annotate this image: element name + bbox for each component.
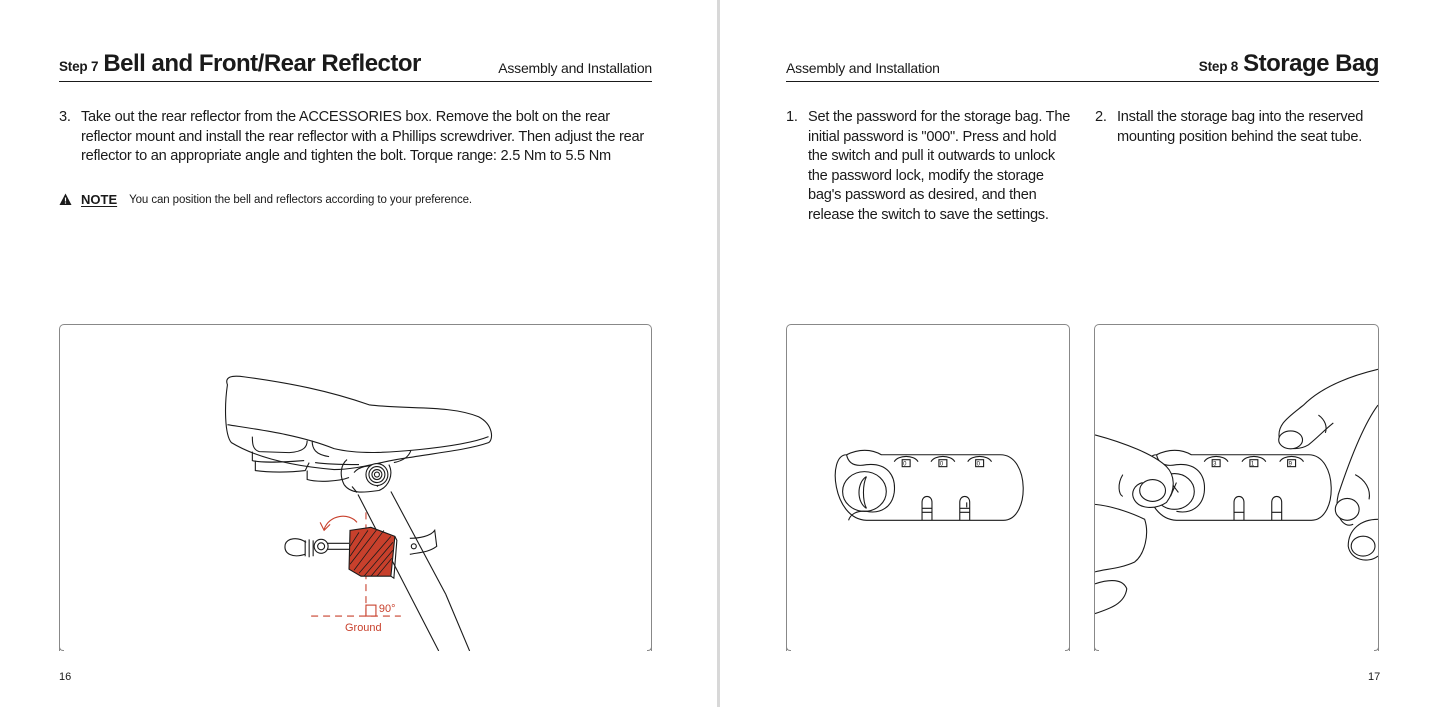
svg-text:0: 0 bbox=[903, 461, 907, 468]
illustration-reflector-panel bbox=[59, 324, 652, 651]
instruction-number: 3. bbox=[59, 109, 71, 125]
instruction-number: 1. bbox=[786, 109, 798, 125]
step-heading bbox=[1199, 51, 1379, 77]
instruction-number: 2. bbox=[1095, 109, 1107, 125]
page-number: 16 bbox=[59, 671, 72, 683]
svg-text:0: 0 bbox=[939, 461, 944, 468]
page-number: 17 bbox=[1368, 671, 1381, 683]
instruction-text: Take out the rear reflector from the ACCESSORIES box. Remove the bolt on the rear reflector mount and install the rear reflector with a Phillips screwdriver. Then adjust the rear reflector to an appropriate angle and tighten the bolt. Torque range: 2.5 Nm to 5.5 Nm bbox=[81, 109, 644, 164]
instruction-item bbox=[1095, 108, 1375, 147]
page-right bbox=[720, 0, 1431, 707]
illustration-lock-panel bbox=[786, 324, 1070, 651]
svg-text:3: 3 bbox=[1213, 461, 1217, 468]
instruction-text: Install the storage bag into the reserved mounting position behind the seat tube. bbox=[1117, 109, 1364, 145]
combination-lock-illustration bbox=[787, 325, 1069, 651]
step-title: Bell and Front/Rear Reflector bbox=[103, 50, 421, 77]
page-header bbox=[59, 50, 652, 82]
instruction-item bbox=[786, 108, 1072, 225]
angle-label: 90° bbox=[378, 603, 396, 616]
step-heading bbox=[59, 51, 421, 77]
section-label: Assembly and Installation bbox=[786, 60, 940, 76]
svg-text:1: 1 bbox=[1250, 461, 1255, 468]
step-title: Storage Bag bbox=[1243, 50, 1379, 77]
instruction-item bbox=[59, 108, 654, 167]
note-text: You can position the bell and reflectors according to your preference. bbox=[129, 193, 473, 206]
warning-triangle-icon bbox=[59, 193, 72, 206]
svg-text:0: 0 bbox=[976, 461, 980, 468]
hands-setting-lock-illustration bbox=[1095, 325, 1378, 651]
section-label: Assembly and Installation bbox=[498, 60, 652, 76]
step-number: Step 8 bbox=[1198, 59, 1239, 74]
instruction-text: Set the password for the storage bag. The initial password is "000". Press and hold the switch and pull it outwards to unlock the password lock, modify the storage bag's password as desired, and then release the switch to save the settings. bbox=[808, 109, 1071, 223]
page-header bbox=[786, 50, 1379, 82]
ground-label: Ground bbox=[345, 622, 382, 635]
note-label: NOTE bbox=[81, 192, 118, 207]
note-callout bbox=[59, 192, 472, 207]
reflector-illustration bbox=[60, 325, 651, 651]
svg-text:9: 9 bbox=[1288, 461, 1292, 468]
illustration-hands-panel bbox=[1094, 324, 1379, 651]
step-number: Step 7 bbox=[59, 59, 99, 74]
